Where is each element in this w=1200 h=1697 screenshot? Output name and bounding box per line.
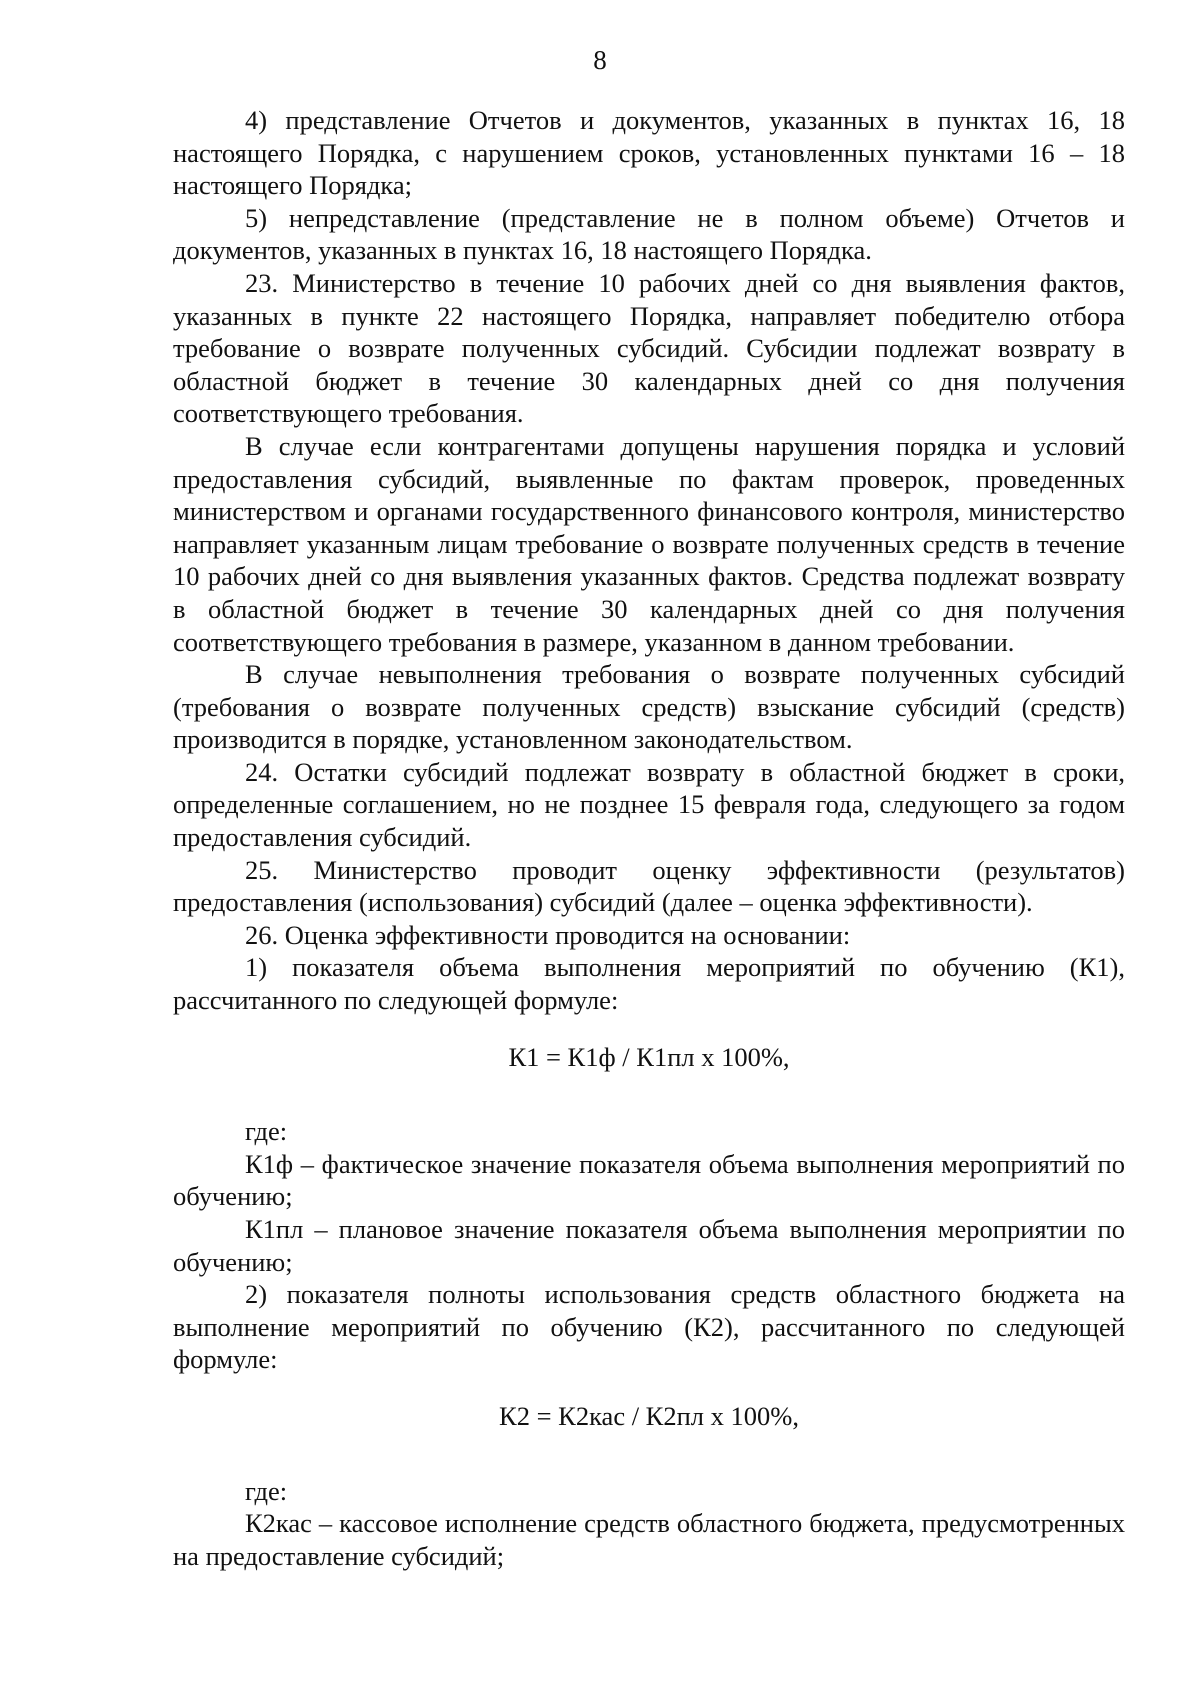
formula-k2: К2 = К2кас / К2пл х 100%, bbox=[499, 1400, 799, 1431]
paragraph-non-fulfillment: В случае невыполнения требования о возврате полученных субсидий (требования о возврате полученных средств) взыскание субсидий (средств) производится в порядке, установленном законодательством. bbox=[173, 659, 1125, 755]
where-label-k1: где: bbox=[245, 1116, 288, 1147]
definition-k1pl: К1пл – плановое значение показателя объема выполнения мероприятии по обучению; bbox=[173, 1214, 1125, 1277]
paragraph-item-5: 5) непредставление (представление не в полном объеме) Отчетов и документов, указанных в пунктах 16, 18 настоящего Порядка. bbox=[173, 202, 1125, 266]
paragraph-indicator-k1: 1) показателя объема выполнения мероприятий по обучению (К1), рассчитанного по следующей формуле: bbox=[173, 952, 1125, 1016]
paragraph-indicator-k2: 2) показателя полноты использования средств областного бюджета на выполнение мероприятий по обучению (К2), рассчитанного по следующей формуле: bbox=[173, 1279, 1125, 1375]
paragraph-23: 23. Министерство в течение 10 рабочих дней со дня выявления фактов, указанных в пункте 22 настоящего Порядка, направляет победителю отбора требование о возврате полученных субсидий. Субсидии подлежат возврату в областной бюджет в течение 30 календарных дней со дня получения соответствующего требования. bbox=[173, 267, 1125, 429]
formula-k1: К1 = К1ф / К1пл х 100%, bbox=[508, 1041, 790, 1072]
paragraph-item-4: 4) представление Отчетов и документов, указанных в пунктах 16, 18 настоящего Порядка, с нарушением сроков, установленных пунктами 16 – 18 настоящего Порядка; bbox=[173, 105, 1125, 201]
definition-k1f: К1ф – фактическое значение показателя объема выполнения мероприятий по обучению; bbox=[173, 1148, 1125, 1212]
paragraph-25: 25. Министерство проводит оценку эффективности (результатов) предоставления (использования) субсидий (далее – оценка эффективности). bbox=[173, 854, 1125, 918]
definition-k2kas: К2кас – кассовое исполнение средств областного бюджета, предусмотренных на предоставление субсидий; bbox=[173, 1508, 1125, 1571]
paragraph-contractors-violations: В случае если контрагентами допущены нарушения порядка и условий предоставления субсидий, выявленные по фактам проверок, проведенных министерством и органами государственного финансового контроля, министерство направляет указанным лицам требование о возврате полученных средств в течение 10 рабочих дней со дня выявления указанных фактов. Средства подлежат возврату в областной бюджет в течение 30 календарных дней со дня получения соответствующего требования в размере, указанном в данном требовании. bbox=[173, 430, 1125, 657]
where-label-k2: где: bbox=[245, 1475, 288, 1506]
document-body bbox=[173, 104, 1125, 1572]
paragraph-26: 26. Оценка эффективности проводится на основании: bbox=[245, 919, 851, 950]
page-number: 8 bbox=[593, 45, 607, 75]
paragraph-24: 24. Остатки субсидий подлежат возврату в областной бюджет в сроки, определенные соглашением, но не позднее 15 февраля года, следующего за годом предоставления субсидий. bbox=[173, 756, 1125, 853]
